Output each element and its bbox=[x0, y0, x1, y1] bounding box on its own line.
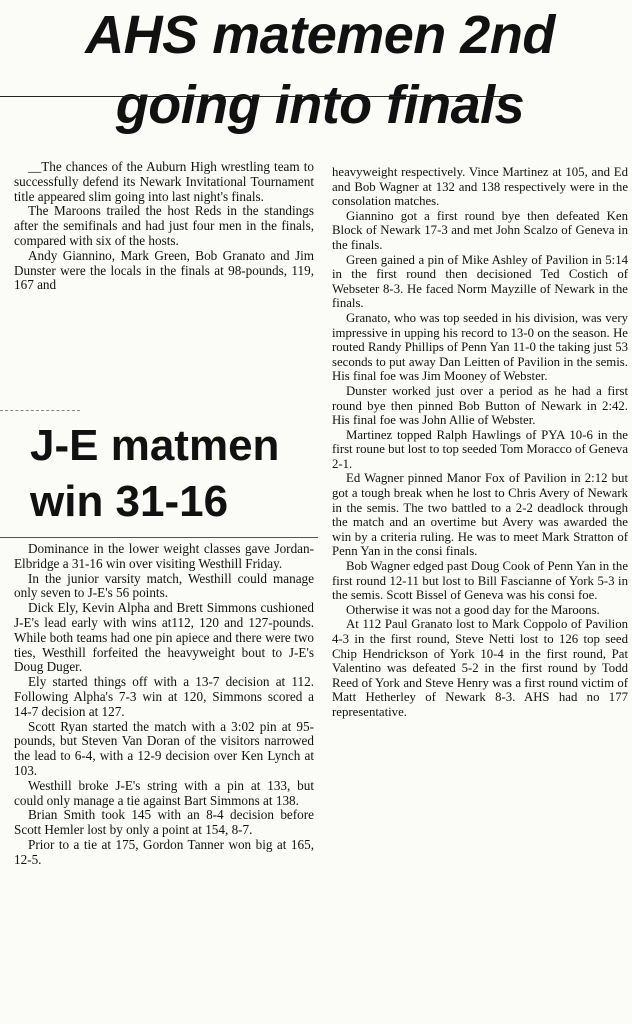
main-headline-line2: going into finals bbox=[115, 75, 525, 135]
story1-continued-paragraph: At 112 Paul Granato lost to Mark Coppolo of Pavilion 4-3 in the first round, Steve Netti lost to 126 top seed Chip Hendrickson of York 10-4 in the first round, Pat Valentino was defeated 5-2 in the first round by Todd Reed of York and Steve Henry was a first round victim of Matt Hetherley of Newark 8-3. AHS had no 177 representative. bbox=[332, 617, 628, 719]
story1-continued-paragraph: Bob Wagner edged past Doug Cook of Penn Yan in the first round 12-11 but lost to Bill Fascianne of York 5-3 in the semis. Scott Bissel of Geneva was his consi foe. bbox=[332, 559, 628, 603]
story1-continued-paragraph: Green gained a pin of Mike Ashley of Pavilion in 5:14 in the first round then decisioned Ted Costich of Webseter 8-3. He faced Norm Mayzille of Newark in the finals. bbox=[332, 252, 628, 311]
story1-paragraph: __The chances of the Auburn High wrestling team to successfully defend its Newark Invitational Tournament title appeared slim going into last night's finals. bbox=[14, 159, 314, 204]
story2-paragraph: Ely started things off with a 13-7 decision at 112. Following Alpha's 7-3 win at 120, Simmons scored a 14-7 decision at 127. bbox=[14, 674, 314, 719]
story2-rule bbox=[0, 537, 318, 538]
story1-continued-paragraph: Martinez topped Ralph Hawlings of PYA 10-6 in the first roune but lost to top seeded Tom Moracco of Geneva 2-1. bbox=[332, 427, 628, 471]
story1-right-column bbox=[332, 165, 628, 720]
story2-paragraph: Prior to a tie at 175, Gordon Tanner won big at 165, 12-5. bbox=[14, 836, 314, 867]
story2-headline-line1: J-E matmen bbox=[30, 421, 280, 470]
story1-paragraph: Andy Giannino, Mark Green, Bob Granato and Jim Dunster were the locals in the finals at 98-pounds, 119, 167 and bbox=[14, 247, 314, 293]
story1-continued-paragraph: Otherwise it was not a good day for the Maroons. bbox=[346, 602, 600, 617]
story2-paragraph: Scott Ryan started the match with a 3:02 pin at 95-pounds, but Steven Van Doran of the visitors narrowed the lead to 6-4, with a 12-9 decision over Ken Lynch at 103. bbox=[14, 718, 314, 778]
story2-paragraph: Dick Ely, Kevin Alpha and Brett Simmons cushioned J-E's lead early with wins at112, 120 and 127-pounds. While both teams had one pin apiece and there were two ties, Westhill forfeited the heavyweight bout to J-E's Doug Duger. bbox=[14, 600, 314, 675]
story2-column bbox=[14, 542, 314, 868]
story1-continued-paragraph: Granato, who was top seeded in his division, was very impressive in upping his record to 13-0 on the season. He routed Randy Phillips of Penn Yan 11-0 the taking just 53 seconds to put away Dan Leitten of Pavilion in the semis. His final foe was Jim Mooney of Webster. bbox=[332, 310, 628, 384]
main-headline-line1: AHS matemen 2nd bbox=[85, 5, 555, 65]
story2-paragraph: Westhill broke J-E's string with a pin at 133, but could only manage a tie against Bart Simmons at 138. bbox=[14, 777, 314, 808]
headline-rule bbox=[0, 96, 520, 97]
story2-paragraph: Dominance in the lower weight classes gave Jordan-Elbridge a 31-16 win over visiting Westhill Friday. bbox=[14, 541, 314, 571]
story1-paragraph: The Maroons trailed the host Reds in the standings after the semifinals and had just four men in the finals, compared with six of the hosts. bbox=[14, 203, 314, 248]
story1-continued-paragraph: Dunster worked just over a period as he had a first round bye then pinned Bob Button of Newark in 2:42. His final foe was John Allie of Webster. bbox=[332, 383, 628, 428]
story1-continued-paragraph: heavyweight respectively. Vince Martinez at 105, and Ed and Bob Wagner at 132 and 138 respectively were in the consolation matches. bbox=[332, 165, 628, 209]
column-divider bbox=[0, 410, 80, 411]
story2-paragraph: Brian Smith took 145 with an 8-4 decision before Scott Hemler lost by only a point at 154, 8-7. bbox=[14, 807, 314, 838]
story1-left-column bbox=[14, 160, 314, 293]
main-headline bbox=[40, 0, 600, 140]
story1-continued-paragraph: Ed Wagner pinned Manor Fox of Pavilion in 2:12 but got a tough break when he lost to Chris Avery of Newark in the semis. The two battled to a 2-2 deadlock through the match and an overtime but Avery was awarded the win by a criteria ruling. He was to meet Mark Stratton of Penn Yan in the consi finals. bbox=[332, 471, 628, 559]
story2-headline-line2: win 31-16 bbox=[30, 477, 229, 526]
story2-paragraph: In the junior varsity match, Westhill could manage only seven to J-E's 56 points. bbox=[14, 570, 314, 601]
story1-continued-paragraph: Giannino got a first round bye then defeated Ken Block of Newark 17-3 and met John Scalzo of Geneva in the finals. bbox=[332, 208, 628, 252]
story2-headline bbox=[30, 418, 290, 530]
